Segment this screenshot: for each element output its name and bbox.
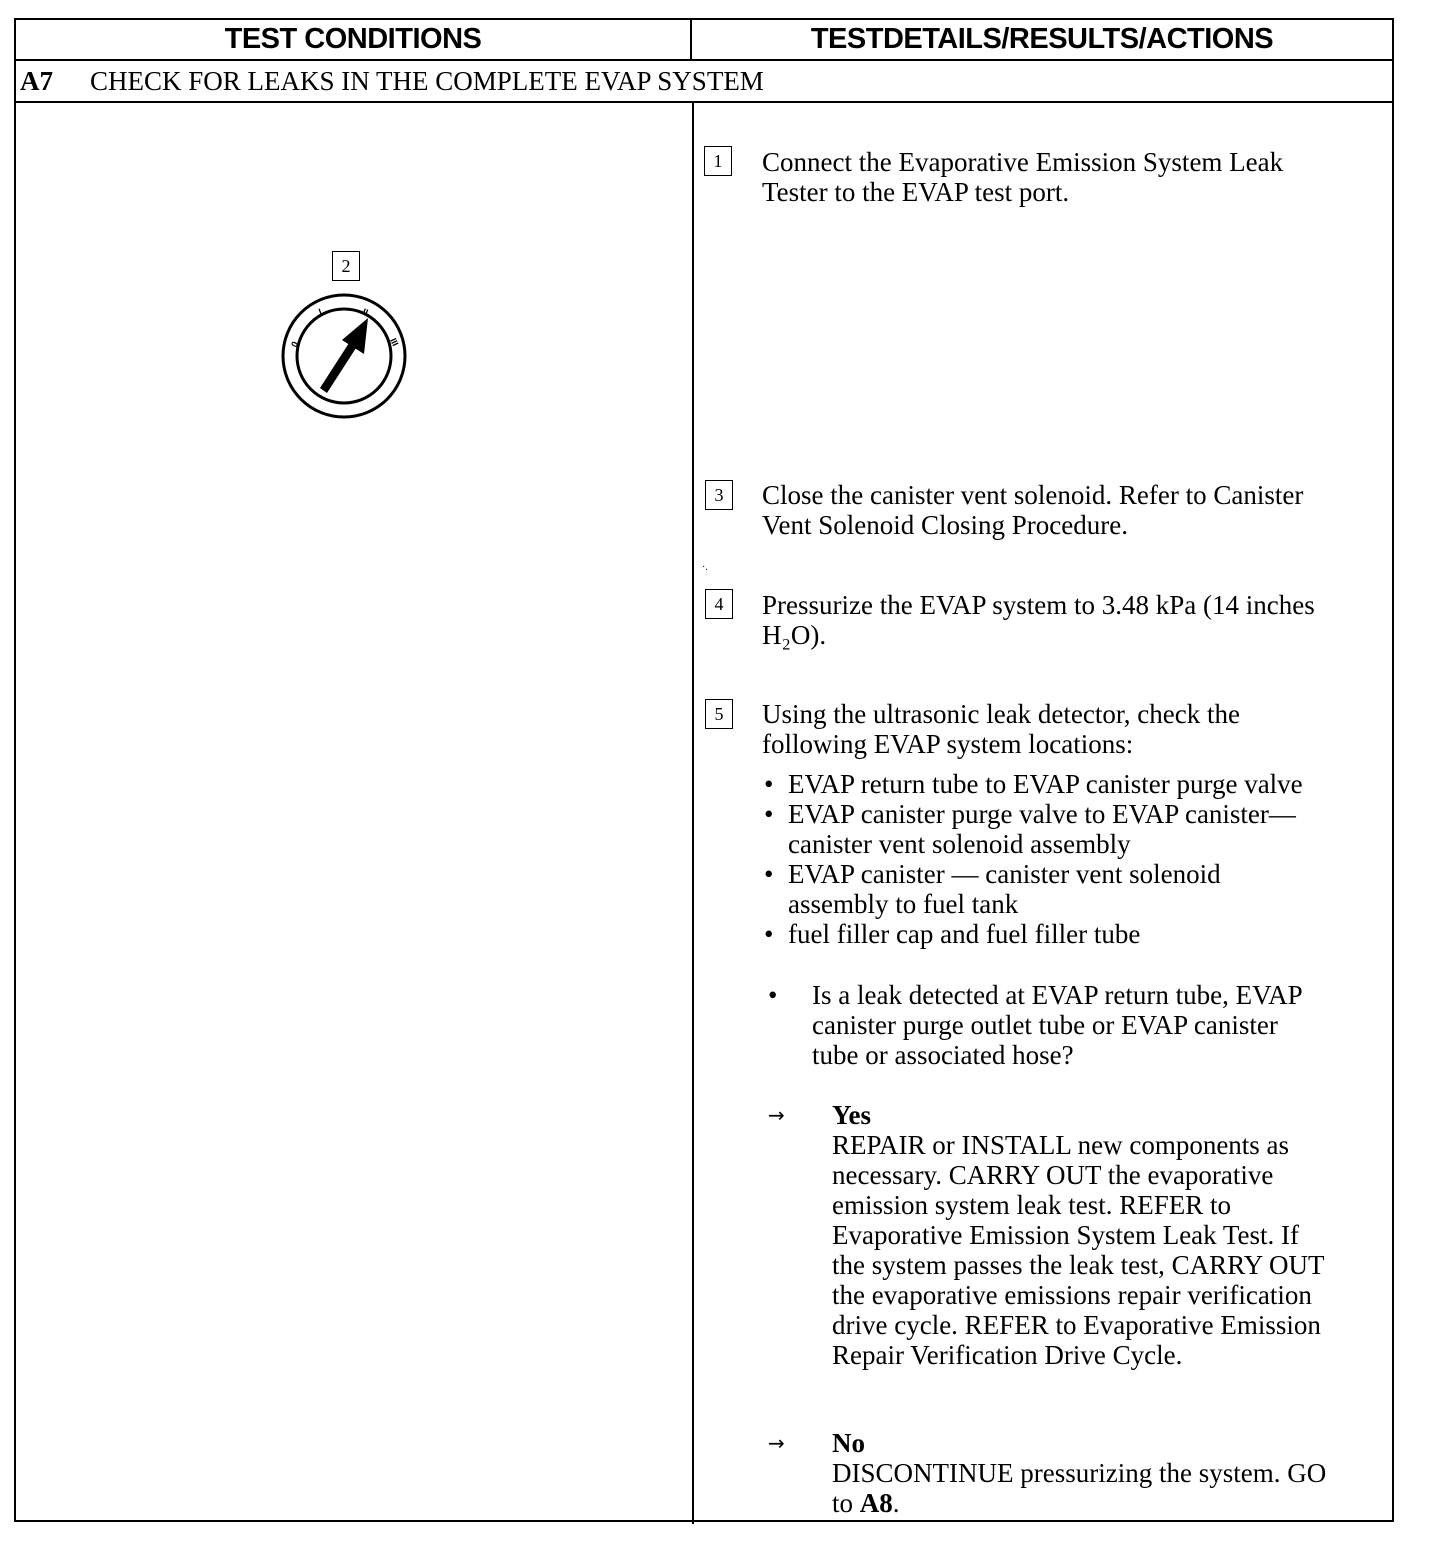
question-line-2: canister purge outlet tube or EVAP canister <box>812 1010 1278 1040</box>
branch-no <box>768 1428 1388 1518</box>
location-2-line-2: canister vent solenoid assembly <box>788 829 1131 859</box>
header-test-conditions: TEST CONDITIONS <box>16 20 692 61</box>
branch-yes-line: the system passes the leak test, CARRY OUT <box>832 1250 1325 1280</box>
header-test-details: TESTDETAILS/RESULTS/ACTIONS <box>692 20 1392 61</box>
location-2-line-1: EVAP canister purge valve to EVAP canister— <box>788 799 1296 829</box>
switch-position-3: III <box>388 336 401 348</box>
step-4-line-2: H₂O). <box>762 620 827 650</box>
section-title-row <box>16 61 1392 103</box>
switch-position-2: II <box>361 306 370 318</box>
step-5-text <box>762 699 1382 759</box>
bullet-icon: • <box>764 919 774 949</box>
step-3-text <box>762 480 1382 540</box>
arrow-right-icon: → <box>768 1431 785 1455</box>
bullet-icon: • <box>764 769 774 799</box>
branch-yes-line: drive cycle. REFER to Evaporative Emission <box>832 1310 1321 1340</box>
branch-no-label: No <box>832 1428 865 1458</box>
switch-position-1: I <box>317 306 324 317</box>
branch-yes-line: REPAIR or INSTALL new components as <box>832 1130 1290 1160</box>
location-4-line-1: fuel filler cap and fuel filler tube <box>788 919 1141 949</box>
bullet-icon: • <box>764 859 774 889</box>
step-1-line-2: Tester to the EVAP test port. <box>762 177 1070 207</box>
step-1-box: 1 <box>704 146 732 176</box>
step-4-text <box>762 590 1382 650</box>
branch-no-line-2 <box>832 1488 1388 1518</box>
step-3-line-2: Vent Solenoid Closing Procedure. <box>762 510 1128 540</box>
branch-yes-line: emission system leak test. REFER to <box>832 1190 1231 1220</box>
branch-yes <box>768 1100 1388 1370</box>
step-5-line-2: following EVAP system locations: <box>762 729 1134 759</box>
arrow-right-icon: → <box>768 1103 785 1127</box>
step-4-box: 4 <box>705 589 733 619</box>
list-item <box>760 919 1380 949</box>
question-line-3: tube or associated hose? <box>812 1040 1074 1070</box>
location-3-line-1: EVAP canister — canister vent solenoid <box>788 859 1221 889</box>
switch-position-0: 0 <box>289 339 301 349</box>
list-item <box>760 859 1380 919</box>
ignition-switch-icon <box>280 290 410 420</box>
step-5-box: 5 <box>705 699 733 729</box>
step-2-box: 2 <box>332 251 360 281</box>
bullet-icon: • <box>764 799 774 829</box>
scan-speck: ·. <box>702 562 708 573</box>
step-3-box: 3 <box>705 480 733 510</box>
branch-no-suffix: . <box>892 1488 900 1518</box>
column-divider <box>692 103 694 1524</box>
list-item <box>760 799 1380 859</box>
bullet-icon: • <box>768 980 778 1010</box>
step-1-text <box>762 147 1382 207</box>
locations-list <box>760 769 1380 949</box>
step-3-line-1: Close the canister vent solenoid. Refer to Canister <box>762 480 1304 510</box>
leak-question <box>768 980 1368 1070</box>
location-3-line-2: assembly to fuel tank <box>788 889 1019 919</box>
step-1-line-1: Connect the Evaporative Emission System Leak <box>762 147 1284 177</box>
goto-step-link[interactable]: A8 <box>859 1488 893 1518</box>
section-id: A7 <box>20 65 53 96</box>
location-1-line-1: EVAP return tube to EVAP canister purge valve <box>788 769 1303 799</box>
branch-yes-line: the evaporative emissions repair verification <box>832 1280 1312 1310</box>
switch-pointer-shaft <box>320 343 356 393</box>
question-line-1: Is a leak detected at EVAP return tube, EVAP <box>812 980 1303 1010</box>
step-5-line-1: Using the ultrasonic leak detector, check the <box>762 699 1240 729</box>
branch-yes-line: Evaporative Emission System Leak Test. If <box>832 1220 1300 1250</box>
branch-no-prefix: to <box>832 1488 860 1518</box>
branch-yes-line: Repair Verification Drive Cycle. <box>832 1340 1183 1370</box>
step-4-line-1: Pressurize the EVAP system to 3.48 kPa (14 inches <box>762 590 1315 620</box>
section-title: CHECK FOR LEAKS IN THE COMPLETE EVAP SYSTEM <box>90 65 764 96</box>
branch-yes-label: Yes <box>832 1100 871 1130</box>
list-item <box>760 769 1380 799</box>
branch-yes-line: necessary. CARRY OUT the evaporative <box>832 1160 1274 1190</box>
branch-no-line-1: DISCONTINUE pressurizing the system. GO <box>832 1458 1327 1488</box>
